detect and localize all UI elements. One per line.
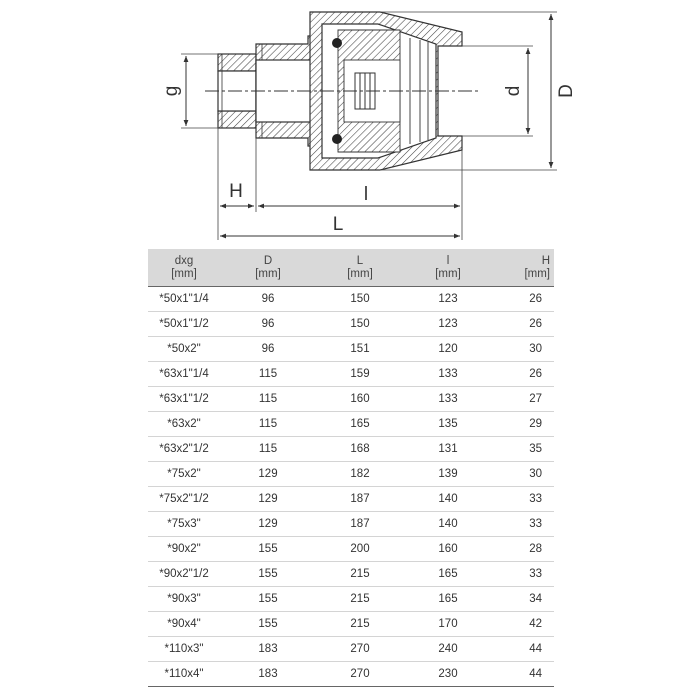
table-header-row (148, 249, 554, 287)
table-cell: 165 (316, 412, 404, 437)
table-cell: 115 (220, 362, 316, 387)
table-cell: 26 (492, 312, 554, 337)
table-row (148, 287, 554, 312)
table-cell: 155 (220, 537, 316, 562)
table-cell: *63x2" (148, 412, 220, 437)
table-cell: 96 (220, 337, 316, 362)
table-cell: 155 (220, 587, 316, 612)
table-cell: 151 (316, 337, 404, 362)
table-cell: 123 (404, 312, 492, 337)
table-cell: 187 (316, 487, 404, 512)
table-cell: 131 (404, 437, 492, 462)
table-row (148, 562, 554, 587)
dim-label-l: l (363, 184, 369, 205)
table-cell: 165 (404, 562, 492, 587)
table-cell: 129 (220, 512, 316, 537)
table-cell: *75x2"1/2 (148, 487, 220, 512)
table-cell: 165 (404, 587, 492, 612)
table-cell: 129 (220, 487, 316, 512)
table-cell: 150 (316, 287, 404, 312)
table-cell: 140 (404, 487, 492, 512)
table-cell: 30 (492, 337, 554, 362)
table-row (148, 387, 554, 412)
dimensions-table (148, 249, 554, 687)
table-cell: 27 (492, 387, 554, 412)
table-cell: 96 (220, 312, 316, 337)
table-cell: *63x1"1/2 (148, 387, 220, 412)
table-row (148, 662, 554, 687)
table-row (148, 612, 554, 637)
table-row (148, 337, 554, 362)
table-cell: 155 (220, 562, 316, 587)
table-cell: 133 (404, 387, 492, 412)
table-cell: *90x2"1/2 (148, 562, 220, 587)
dim-label-H: H (229, 181, 243, 202)
table-cell: *50x1"1/2 (148, 312, 220, 337)
table-cell: 215 (316, 587, 404, 612)
table-cell: 182 (316, 462, 404, 487)
table-cell: *110x4" (148, 662, 220, 687)
table-row (148, 412, 554, 437)
table-cell: 34 (492, 587, 554, 612)
table-cell: 28 (492, 537, 554, 562)
table-cell: 35 (492, 437, 554, 462)
table-cell: 123 (404, 287, 492, 312)
table-cell: 270 (316, 637, 404, 662)
table-cell: *50x2" (148, 337, 220, 362)
table-cell: 33 (492, 487, 554, 512)
table-cell: 159 (316, 362, 404, 387)
header-D: D [mm] (220, 249, 316, 287)
table-cell: *90x3" (148, 587, 220, 612)
table-cell: 183 (220, 637, 316, 662)
dim-label-g: g (161, 85, 182, 97)
table-cell: 230 (404, 662, 492, 687)
header-L: L [mm] (316, 249, 404, 287)
table-cell: 96 (220, 287, 316, 312)
table-cell: *75x2" (148, 462, 220, 487)
table-cell: 150 (316, 312, 404, 337)
table-row (148, 637, 554, 662)
table-row (148, 312, 554, 337)
dim-label-L: L (332, 214, 344, 235)
table-row (148, 587, 554, 612)
table-cell: 26 (492, 362, 554, 387)
table-cell: 140 (404, 512, 492, 537)
table-row (148, 512, 554, 537)
table-cell: 183 (220, 662, 316, 687)
table-cell: 120 (404, 337, 492, 362)
table-row (148, 537, 554, 562)
header-H: H [mm] (492, 249, 554, 287)
table-cell: 160 (404, 537, 492, 562)
table-cell: 200 (316, 537, 404, 562)
technical-drawing (0, 0, 700, 245)
table-cell: *75x3" (148, 512, 220, 537)
table-cell: 133 (404, 362, 492, 387)
table-cell: 33 (492, 562, 554, 587)
table-cell: 139 (404, 462, 492, 487)
table-cell: 168 (316, 437, 404, 462)
table-cell: 44 (492, 662, 554, 687)
table-cell: 42 (492, 612, 554, 637)
table-cell: 29 (492, 412, 554, 437)
table-cell: *50x1"1/4 (148, 287, 220, 312)
table-cell: 160 (316, 387, 404, 412)
table-row (148, 487, 554, 512)
table-cell: 270 (316, 662, 404, 687)
table-cell: 44 (492, 637, 554, 662)
table-cell: 215 (316, 562, 404, 587)
table-cell: 33 (492, 512, 554, 537)
table-row (148, 462, 554, 487)
table-cell: *90x2" (148, 537, 220, 562)
table-row (148, 437, 554, 462)
table-cell: 155 (220, 612, 316, 637)
table-cell: 215 (316, 612, 404, 637)
dim-label-d: d (503, 85, 524, 97)
table-cell: 115 (220, 437, 316, 462)
header-l: l [mm] (404, 249, 492, 287)
table-cell: 170 (404, 612, 492, 637)
table-cell: 187 (316, 512, 404, 537)
table-cell: 240 (404, 637, 492, 662)
table-cell: *90x4" (148, 612, 220, 637)
table-row (148, 362, 554, 387)
table-cell: *110x3" (148, 637, 220, 662)
header-dxg: dxg [mm] (148, 249, 220, 287)
table-cell: *63x1"1/4 (148, 362, 220, 387)
table-cell: 135 (404, 412, 492, 437)
table-cell: *63x2"1/2 (148, 437, 220, 462)
table-cell: 30 (492, 462, 554, 487)
dim-label-D: D (556, 84, 577, 98)
table-cell: 115 (220, 387, 316, 412)
table-cell: 26 (492, 287, 554, 312)
table-body (148, 287, 554, 687)
table-cell: 115 (220, 412, 316, 437)
table-cell: 129 (220, 462, 316, 487)
